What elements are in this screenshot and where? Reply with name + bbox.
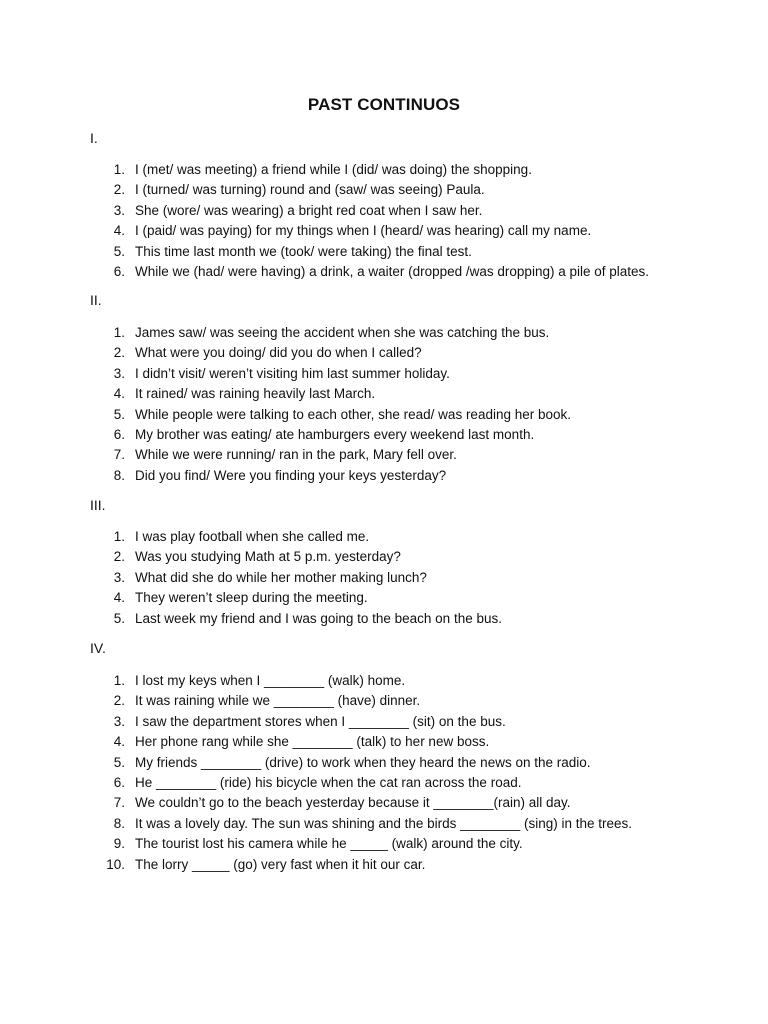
list-item: 2. It was raining while we ________ (have) dinner. bbox=[113, 693, 421, 709]
section-label-4: IV. bbox=[90, 640, 106, 656]
list-item: 6. While we (had/ were having) a drink, a waiter (dropped /was dropping) a pile of plates. bbox=[113, 263, 650, 279]
list-item: 9. The tourist lost his camera while he _____ (walk) around the city. bbox=[113, 836, 523, 852]
list-item: 3. She (wore/ was wearing) a bright red coat when I saw her. bbox=[113, 202, 483, 218]
list-item: 3. I didn’t visit/ weren’t visiting him last summer holiday. bbox=[113, 365, 450, 381]
list-item: 3. I saw the department stores when I ________ (sit) on the bus. bbox=[113, 713, 506, 729]
list-item: 7. We couldn’t go to the beach yesterday because it ________(rain) all day. bbox=[113, 795, 571, 811]
list-item: 10. The lorry _____ (go) very fast when it hit our car. bbox=[106, 856, 426, 872]
list-item: 1. I was play football when she called me. bbox=[113, 529, 370, 544]
list-item: 4. They weren’t sleep during the meeting. bbox=[113, 590, 368, 606]
list-item: 1. James saw/ was seeing the accident when she was catching the bus. bbox=[113, 325, 550, 340]
section-label-3: III. bbox=[90, 497, 106, 513]
list-item: 1. I (met/ was meeting) a friend while I (did/ was doing) the shopping. bbox=[113, 162, 532, 177]
list-item: 8. Did you find/ Were you finding your keys yesterday? bbox=[113, 467, 447, 483]
section-label-1: I. bbox=[90, 130, 98, 146]
page-title: PAST CONTINUOS bbox=[307, 95, 461, 114]
list-item: 4. Her phone rang while she ________ (talk) to her new boss. bbox=[113, 734, 490, 750]
list-item: 4. It rained/ was raining heavily last March. bbox=[113, 386, 376, 402]
section-2-list bbox=[0, 323, 700, 486]
list-item: 5. While people were talking to each other, she read/ was reading her book. bbox=[113, 406, 572, 422]
section-label-2: II. bbox=[90, 292, 102, 308]
section-3-list bbox=[0, 527, 700, 629]
list-item: 2. I (turned/ was turning) round and (saw/ was seeing) Paula. bbox=[113, 182, 485, 198]
section-1-list bbox=[0, 160, 700, 282]
list-item: 4. I (paid/ was paying) for my things when I (heard/ was hearing) call my name. bbox=[113, 223, 592, 239]
list-item: 5. This time last month we (took/ were taking) the final test. bbox=[113, 243, 472, 259]
list-item: 6. My brother was eating/ ate hamburgers every weekend last month. bbox=[113, 426, 535, 442]
list-item: 5. My friends ________ (drive) to work when they heard the news on the radio. bbox=[113, 754, 591, 770]
list-item: 6. He ________ (ride) his bicycle when the cat ran across the road. bbox=[113, 774, 522, 790]
list-item: 2. What were you doing/ did you do when I called? bbox=[113, 345, 422, 361]
list-item: 1. I lost my keys when I ________ (walk) home. bbox=[113, 673, 406, 688]
list-item: 5. Last week my friend and I was going to the beach on the bus. bbox=[113, 610, 502, 626]
list-item: 7. While we were running/ ran in the park, Mary fell over. bbox=[113, 447, 457, 463]
list-item: 8. It was a lovely day. The sun was shining and the birds ________ (sing) in the trees. bbox=[113, 815, 633, 831]
list-item: 2. Was you studying Math at 5 p.m. yesterday? bbox=[113, 549, 401, 565]
section-4-list bbox=[0, 671, 700, 875]
list-item: 3. What did she do while her mother making lunch? bbox=[113, 569, 427, 585]
